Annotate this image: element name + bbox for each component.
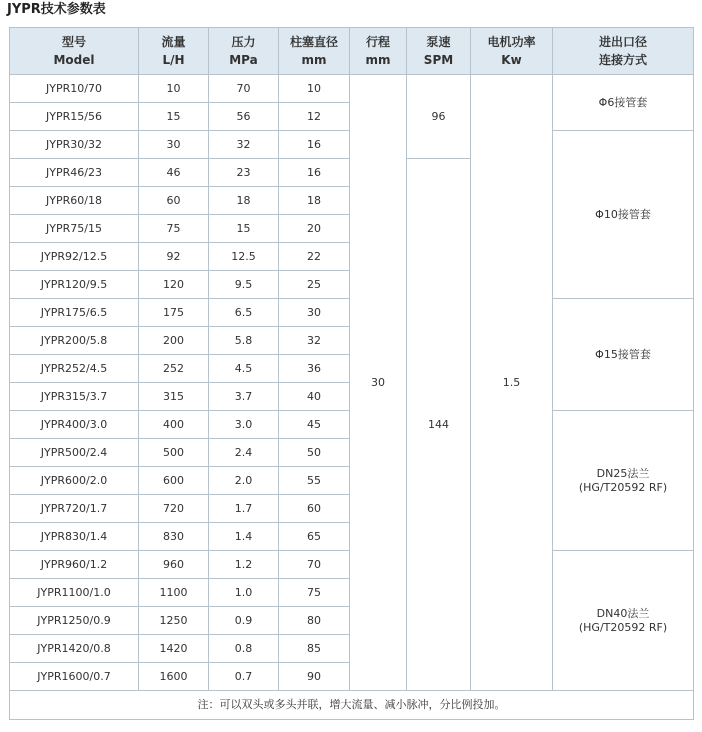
flow-cell: 720 — [139, 495, 209, 523]
flow-cell: 120 — [139, 271, 209, 299]
header-pressure: 压力 MPa — [209, 28, 279, 75]
model-cell: JYPR1250/0.9 — [10, 607, 139, 635]
model-cell: JYPR15/56 — [10, 103, 139, 131]
diameter-cell: 25 — [279, 271, 350, 299]
header-motor-power: 电机功率 Kw — [471, 28, 553, 75]
flow-cell: 175 — [139, 299, 209, 327]
diameter-cell: 22 — [279, 243, 350, 271]
flow-cell: 960 — [139, 551, 209, 579]
diameter-cell: 12 — [279, 103, 350, 131]
header-model: 型号 Model — [10, 28, 139, 75]
connection-cell-dn40: DN40法兰 (HG/T20592 RF) — [553, 551, 694, 691]
pressure-cell: 3.7 — [209, 383, 279, 411]
pressure-cell: 1.2 — [209, 551, 279, 579]
pressure-cell: 18 — [209, 187, 279, 215]
pressure-cell: 1.4 — [209, 523, 279, 551]
model-cell: JYPR1420/0.8 — [10, 635, 139, 663]
header-row — [10, 28, 694, 75]
model-cell: JYPR92/12.5 — [10, 243, 139, 271]
diameter-cell: 45 — [279, 411, 350, 439]
diameter-cell: 30 — [279, 299, 350, 327]
connection-cell-phi15: Φ15接管套 — [553, 299, 694, 411]
flow-cell: 92 — [139, 243, 209, 271]
pressure-cell: 1.7 — [209, 495, 279, 523]
model-cell: JYPR30/32 — [10, 131, 139, 159]
pressure-cell: 23 — [209, 159, 279, 187]
pressure-cell: 15 — [209, 215, 279, 243]
model-cell: JYPR10/70 — [10, 75, 139, 103]
connection-cell-phi10: Φ10接管套 — [553, 131, 694, 299]
pressure-cell: 0.7 — [209, 663, 279, 691]
diameter-cell: 16 — [279, 131, 350, 159]
model-cell: JYPR60/18 — [10, 187, 139, 215]
model-cell: JYPR46/23 — [10, 159, 139, 187]
table-row — [10, 75, 694, 103]
diameter-cell: 80 — [279, 607, 350, 635]
diameter-cell: 32 — [279, 327, 350, 355]
motor-power-cell: 1.5 — [471, 75, 553, 691]
footnote: 注：可以双头或多头并联，增大流量、减小脉冲，分比例投加。 — [10, 691, 694, 720]
diameter-cell: 75 — [279, 579, 350, 607]
pressure-cell: 70 — [209, 75, 279, 103]
flow-cell: 10 — [139, 75, 209, 103]
pressure-cell: 2.4 — [209, 439, 279, 467]
flow-cell: 252 — [139, 355, 209, 383]
model-cell: JYPR1600/0.7 — [10, 663, 139, 691]
pressure-cell: 2.0 — [209, 467, 279, 495]
flow-cell: 315 — [139, 383, 209, 411]
diameter-cell: 18 — [279, 187, 350, 215]
speed-cell-large: 144 — [407, 159, 471, 691]
diameter-cell: 36 — [279, 355, 350, 383]
pressure-cell: 56 — [209, 103, 279, 131]
model-cell: JYPR200/5.8 — [10, 327, 139, 355]
model-cell: JYPR1100/1.0 — [10, 579, 139, 607]
model-cell: JYPR830/1.4 — [10, 523, 139, 551]
flow-cell: 600 — [139, 467, 209, 495]
flow-cell: 1100 — [139, 579, 209, 607]
pressure-cell: 0.9 — [209, 607, 279, 635]
model-cell: JYPR315/3.7 — [10, 383, 139, 411]
note-row — [10, 691, 694, 720]
flow-cell: 1250 — [139, 607, 209, 635]
diameter-cell: 10 — [279, 75, 350, 103]
connection-cell-phi6: Φ6接管套 — [553, 75, 694, 131]
header-flow: 流量 L/H — [139, 28, 209, 75]
model-cell: JYPR120/9.5 — [10, 271, 139, 299]
model-cell: JYPR500/2.4 — [10, 439, 139, 467]
header-connection: 进出口径 连接方式 — [553, 28, 694, 75]
diameter-cell: 90 — [279, 663, 350, 691]
diameter-cell: 20 — [279, 215, 350, 243]
spec-table — [9, 27, 694, 720]
diameter-cell: 16 — [279, 159, 350, 187]
flow-cell: 30 — [139, 131, 209, 159]
header-speed: 泵速 SPM — [407, 28, 471, 75]
flow-cell: 60 — [139, 187, 209, 215]
pressure-cell: 6.5 — [209, 299, 279, 327]
pressure-cell: 1.0 — [209, 579, 279, 607]
flow-cell: 1600 — [139, 663, 209, 691]
flow-cell: 75 — [139, 215, 209, 243]
pressure-cell: 9.5 — [209, 271, 279, 299]
flow-cell: 400 — [139, 411, 209, 439]
flow-cell: 200 — [139, 327, 209, 355]
flow-cell: 500 — [139, 439, 209, 467]
pressure-cell: 0.8 — [209, 635, 279, 663]
diameter-cell: 40 — [279, 383, 350, 411]
page-title: JYPR技术参数表 — [7, 2, 106, 17]
pressure-cell: 32 — [209, 131, 279, 159]
flow-cell: 15 — [139, 103, 209, 131]
model-cell: JYPR75/15 — [10, 215, 139, 243]
diameter-cell: 60 — [279, 495, 350, 523]
diameter-cell: 70 — [279, 551, 350, 579]
flow-cell: 46 — [139, 159, 209, 187]
flow-cell: 830 — [139, 523, 209, 551]
diameter-cell: 55 — [279, 467, 350, 495]
model-cell: JYPR252/4.5 — [10, 355, 139, 383]
speed-cell-small: 96 — [407, 75, 471, 159]
pressure-cell: 3.0 — [209, 411, 279, 439]
stroke-cell: 30 — [350, 75, 407, 691]
diameter-cell: 85 — [279, 635, 350, 663]
diameter-cell: 65 — [279, 523, 350, 551]
model-cell: JYPR400/3.0 — [10, 411, 139, 439]
pressure-cell: 5.8 — [209, 327, 279, 355]
header-stroke: 行程 mm — [350, 28, 407, 75]
model-cell: JYPR175/6.5 — [10, 299, 139, 327]
pressure-cell: 12.5 — [209, 243, 279, 271]
model-cell: JYPR960/1.2 — [10, 551, 139, 579]
model-cell: JYPR720/1.7 — [10, 495, 139, 523]
pressure-cell: 4.5 — [209, 355, 279, 383]
connection-cell-dn25: DN25法兰 (HG/T20592 RF) — [553, 411, 694, 551]
flow-cell: 1420 — [139, 635, 209, 663]
model-cell: JYPR600/2.0 — [10, 467, 139, 495]
header-diameter: 柱塞直径 mm — [279, 28, 350, 75]
diameter-cell: 50 — [279, 439, 350, 467]
